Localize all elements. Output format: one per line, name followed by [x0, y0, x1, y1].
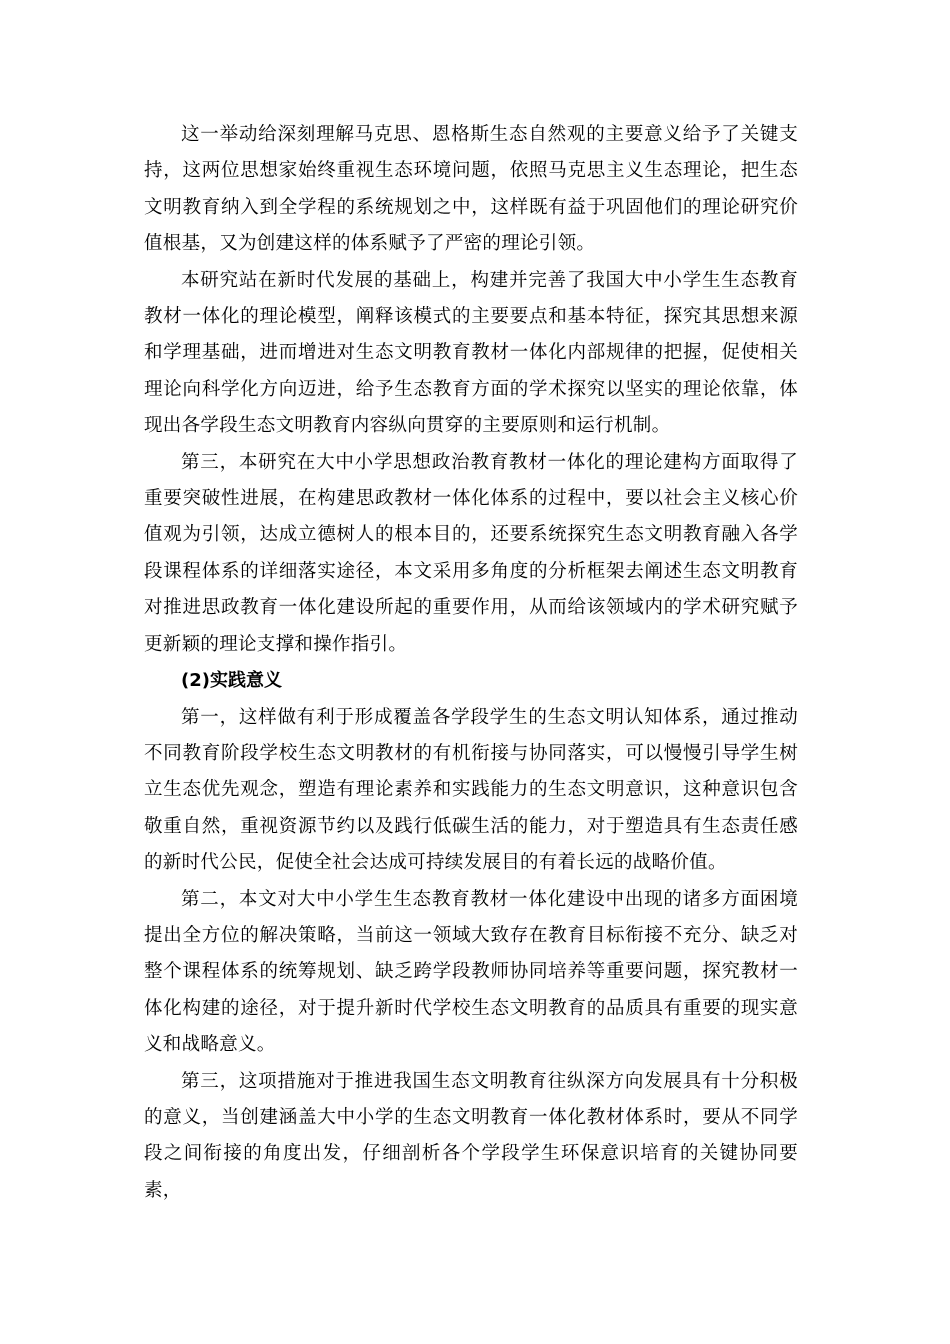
- paragraph-theoretical-support: 这一举动给深刻理解马克思、恩格斯生态自然观的主要意义给予了关键支持，这两位思想家始终重视生态环境问题，依照马克思主义生态理论，把生态文明教育纳入到全学程的系统规划之中，这样既有益于巩固他们的理论研究价值根基，又为创建这样的体系赋予了严密的理论引领。: [144, 124, 798, 255]
- paragraph-practical-second: 第二，本文对大中小学生生态教育教材一体化建设中出现的诸多方面困境提出全方位的解决策略，当前这一领域大致存在教育目标衔接不充分、缺乏对整个课程体系的统筹规划、缺乏跨学段教师协同培养等重要问题，探究教材一体化构建的途径，对于提升新时代学校生态文明教育的品质具有重要的现实意义和战略意义。: [144, 888, 798, 1056]
- paragraph-practical-third: 第三，这项措施对于推进我国生态文明教育往纵深方向发展具有十分积极的意义，当创建涵盖大中小学的生态文明教育一体化教材体系时，要从不同学段之间衔接的角度出发，仔细剖析各个学段学生环保意识培育的关键协同要素，: [144, 1070, 798, 1201]
- document-page: [144, 117, 798, 1209]
- paragraph-third-theoretical: 第三，本研究在大中小学思想政治教育教材一体化的理论建构方面取得了重要突破性进展，在构建思政教材一体化体系的过程中，要以社会主义核心价值观为引领，达成立德树人的根本目的，还要系统探究生态文明教育融入各学段课程体系的详细落实途径，本文采用多角度的分析框架去阐述生态文明教育对推进思政教育一体化建设所起的重要作用，从而给该领域内的学术研究赋予更新颖的理论支撑和操作指引。: [144, 451, 798, 655]
- section-heading-practical-significance: (2)实践意义: [181, 670, 282, 692]
- paragraph-theoretical-model: 本研究站在新时代发展的基础上，构建并完善了我国大中小学生生态教育教材一体化的理论模型，阐释该模式的主要要点和基本特征，探究其思想来源和学理基础，进而增进对生态文明教育教材一体化内部规律的把握，促使相关理论向科学化方向迈进，给予生态教育方面的学术探究以坚实的理论依靠，体现出各学段生态文明教育内容纵向贯穿的主要原则和运行机制。: [144, 269, 798, 437]
- paragraph-practical-first: 第一，这样做有利于形成覆盖各学段学生的生态文明认知体系，通过推动不同教育阶段学校生态文明教材的有机衔接与协同落实，可以慢慢引导学生树立生态优先观念，塑造有理论素养和实践能力的生态文明意识，这种意识包含敬重自然，重视资源节约以及践行低碳生活的能力，对于塑造具有生态责任感的新时代公民，促使全社会达成可持续发展目的有着长远的战略价值。: [144, 706, 798, 874]
